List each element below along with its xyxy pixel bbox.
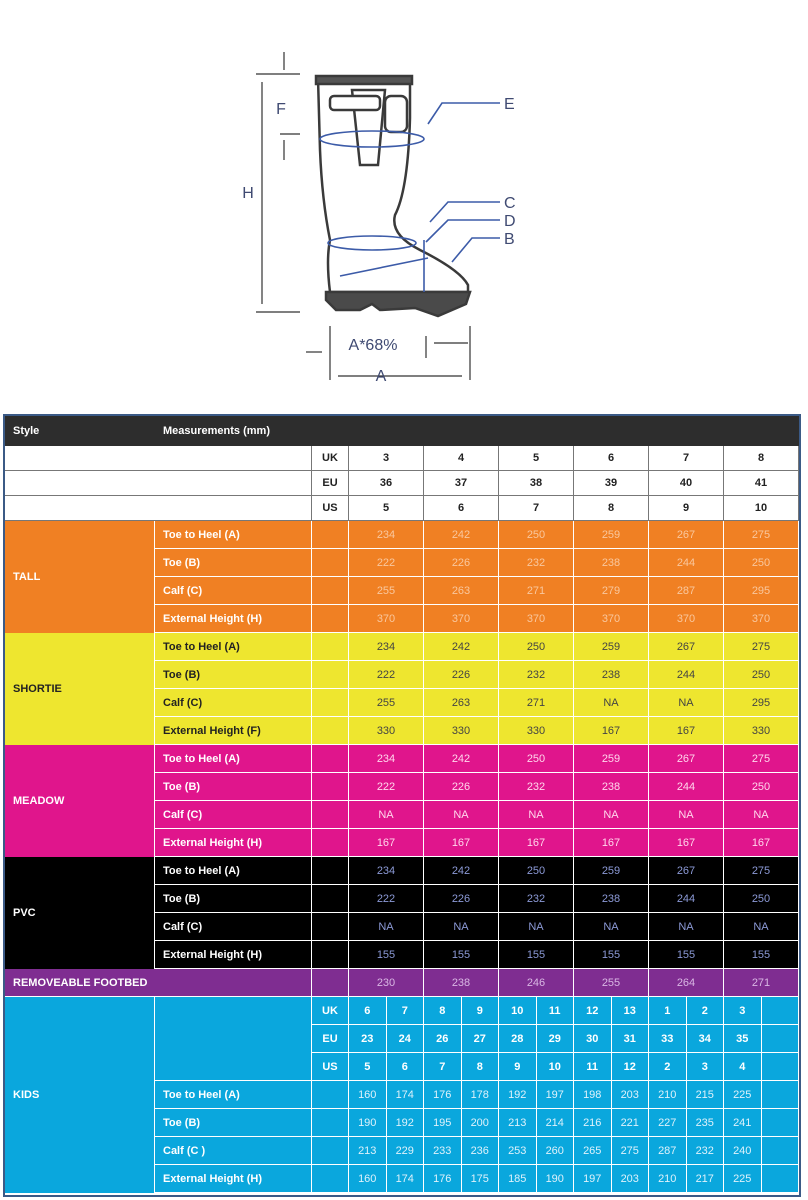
measurement-value: 167 xyxy=(574,829,649,857)
measurement-value: 259 xyxy=(574,745,649,773)
kids-measurement-value: 260 xyxy=(537,1137,575,1165)
kids-meas-blank xyxy=(155,1053,312,1081)
measurement-value: 222 xyxy=(349,549,424,577)
measurement-label: Toe (B) xyxy=(155,661,312,689)
size-value: 41 xyxy=(724,471,799,496)
unit-spacer xyxy=(312,885,349,913)
measurement-value: 250 xyxy=(499,857,574,885)
unit-spacer xyxy=(312,577,349,605)
unit-spacer xyxy=(312,857,349,885)
kids-size-value: 5 xyxy=(349,1053,387,1081)
measurement-value: 259 xyxy=(574,521,649,549)
kids-size-value: 29 xyxy=(537,1025,575,1053)
label-a: A xyxy=(375,368,387,385)
label-b: B xyxy=(504,231,515,248)
measurement-value: 222 xyxy=(349,661,424,689)
kids-measurement-value: 210 xyxy=(649,1165,687,1193)
footbed-value: 230 xyxy=(349,969,424,997)
size-value: 8 xyxy=(574,496,649,521)
footbed-value: 246 xyxy=(499,969,574,997)
measurement-value: 167 xyxy=(649,829,724,857)
unit-spacer xyxy=(312,913,349,941)
kids-measurement-value: 160 xyxy=(349,1165,387,1193)
measurement-value: NA xyxy=(574,913,649,941)
kids-measurement-value xyxy=(762,1081,799,1109)
kids-measurement-value: 232 xyxy=(687,1137,725,1165)
measurement-value: 242 xyxy=(424,745,499,773)
kids-measurement-value: 197 xyxy=(537,1081,575,1109)
kids-size-value: 26 xyxy=(424,1025,462,1053)
measurement-value: NA xyxy=(424,801,499,829)
group-label-pvc: PVC xyxy=(5,857,155,969)
footbed-row xyxy=(5,969,799,997)
measurement-value: 226 xyxy=(424,773,499,801)
size-row-blank xyxy=(5,471,155,496)
measurement-value: 370 xyxy=(574,605,649,633)
label-d: D xyxy=(504,213,516,230)
measurement-label: Calf (C) xyxy=(155,913,312,941)
measurement-value: 155 xyxy=(349,941,424,969)
size-row-eu xyxy=(5,471,799,496)
size-unit-label: EU xyxy=(312,471,349,496)
measurement-value: 275 xyxy=(724,745,799,773)
measurement-value: 234 xyxy=(349,521,424,549)
size-value: 4 xyxy=(424,446,499,471)
kids-measurement-value: 160 xyxy=(349,1081,387,1109)
measurement-value: 226 xyxy=(424,549,499,577)
size-value: 39 xyxy=(574,471,649,496)
kids-measurement-value: 216 xyxy=(574,1109,612,1137)
measurement-value: 234 xyxy=(349,745,424,773)
unit-spacer xyxy=(312,773,349,801)
kids-size-value: 28 xyxy=(499,1025,537,1053)
kids-measurement-value: 174 xyxy=(387,1165,425,1193)
measurement-value: 238 xyxy=(574,661,649,689)
measurement-value: 370 xyxy=(499,605,574,633)
measurement-value: 330 xyxy=(499,717,574,745)
unit-spacer xyxy=(312,969,349,997)
measurement-label: External Height (H) xyxy=(155,829,312,857)
kids-measurement-value: 192 xyxy=(387,1109,425,1137)
measurement-value: 330 xyxy=(724,717,799,745)
kids-measurement-value: 217 xyxy=(687,1165,725,1193)
measurement-value: 287 xyxy=(649,577,724,605)
label-c: C xyxy=(504,195,516,212)
kids-measurement-value: 203 xyxy=(612,1081,650,1109)
kids-size-value xyxy=(762,1025,799,1053)
size-value: 37 xyxy=(424,471,499,496)
measurement-value: NA xyxy=(499,801,574,829)
kids-size-value: 24 xyxy=(387,1025,425,1053)
measurement-label: Calf (C) xyxy=(155,577,312,605)
measurement-value: 370 xyxy=(424,605,499,633)
kids-measurement-value: 176 xyxy=(424,1165,462,1193)
measurement-value: 232 xyxy=(499,885,574,913)
kids-measurement-value: 203 xyxy=(612,1165,650,1193)
kids-size-value: 7 xyxy=(424,1053,462,1081)
kids-measurement-value: 174 xyxy=(387,1081,425,1109)
kids-size-value: 7 xyxy=(387,997,425,1025)
measurement-value: 330 xyxy=(424,717,499,745)
label-f: F xyxy=(276,101,286,118)
kids-measurement-value: 240 xyxy=(724,1137,762,1165)
kids-size-value: 9 xyxy=(499,1053,537,1081)
size-unit-label: UK xyxy=(312,446,349,471)
kids-size-value: 9 xyxy=(462,997,500,1025)
measurement-value: 279 xyxy=(574,577,649,605)
kids-measurement-value: 178 xyxy=(462,1081,500,1109)
measurement-value: 242 xyxy=(424,521,499,549)
kids-measurement-value: 229 xyxy=(387,1137,425,1165)
measurement-value: 167 xyxy=(349,829,424,857)
measurement-value: 167 xyxy=(649,717,724,745)
measurement-value: 370 xyxy=(649,605,724,633)
measurement-value: 232 xyxy=(499,549,574,577)
kids-size-value: 13 xyxy=(612,997,650,1025)
footbed-value: 271 xyxy=(724,969,799,997)
kids-size-value: 11 xyxy=(574,1053,612,1081)
measurement-value: 275 xyxy=(724,633,799,661)
size-value: 5 xyxy=(349,496,424,521)
kids-unit-label: UK xyxy=(312,997,349,1025)
measurement-value: 275 xyxy=(724,857,799,885)
kids-measurement-value: 253 xyxy=(499,1137,537,1165)
size-row-blank xyxy=(5,496,155,521)
measurement-value: 295 xyxy=(724,689,799,717)
kids-measurement-label: Toe (B) xyxy=(155,1109,312,1137)
kids-measurement-value: 287 xyxy=(649,1137,687,1165)
header-style: Style xyxy=(13,425,40,437)
footbed-value: 255 xyxy=(574,969,649,997)
kids-measurement-value: 213 xyxy=(349,1137,387,1165)
measurement-value: NA xyxy=(649,913,724,941)
size-value: 6 xyxy=(574,446,649,471)
size-value: 38 xyxy=(499,471,574,496)
boot-outline xyxy=(316,76,470,316)
footbed-label: REMOVEABLE FOOTBED xyxy=(5,969,312,997)
kids-size-value: 11 xyxy=(537,997,575,1025)
kids-size-value: 1 xyxy=(649,997,687,1025)
group-label-kids: KIDS xyxy=(5,997,155,1193)
unit-spacer xyxy=(312,801,349,829)
size-row-blank xyxy=(155,471,312,496)
measurement-value: 295 xyxy=(724,577,799,605)
kids-measurement-value: 265 xyxy=(574,1137,612,1165)
unit-spacer xyxy=(312,1081,349,1109)
measurement-value: 238 xyxy=(574,773,649,801)
footbed-value: 238 xyxy=(424,969,499,997)
measurement-value: 271 xyxy=(499,689,574,717)
kids-measurement-label: Toe to Heel (A) xyxy=(155,1081,312,1109)
kids-measurement-value: 195 xyxy=(424,1109,462,1137)
size-value: 10 xyxy=(724,496,799,521)
unit-spacer xyxy=(312,1109,349,1137)
measurement-value: 155 xyxy=(499,941,574,969)
measurement-value: 155 xyxy=(649,941,724,969)
size-value: 7 xyxy=(499,496,574,521)
kids-meas-blank xyxy=(155,1025,312,1053)
measurement-value: 155 xyxy=(724,941,799,969)
kids-size-value: 31 xyxy=(612,1025,650,1053)
measurement-value: 263 xyxy=(424,689,499,717)
measurement-value: 167 xyxy=(574,717,649,745)
measurement-label: Toe (B) xyxy=(155,773,312,801)
kids-measurement-value xyxy=(762,1137,799,1165)
kids-measurement-value: 198 xyxy=(574,1081,612,1109)
kids-measurement-value: 176 xyxy=(424,1081,462,1109)
measurement-label: Calf (C) xyxy=(155,689,312,717)
size-row-blank xyxy=(155,496,312,521)
size-value: 40 xyxy=(649,471,724,496)
measurement-value: 259 xyxy=(574,857,649,885)
measurement-label: Calf (C) xyxy=(155,801,312,829)
measurement-value: 242 xyxy=(424,857,499,885)
label-a68: A*68% xyxy=(348,337,398,354)
kids-measurement-label: Calf (C ) xyxy=(155,1137,312,1165)
group-label-meadow: MEADOW xyxy=(5,745,155,857)
kids-size-value xyxy=(762,997,799,1025)
kids-measurement-value xyxy=(762,1165,799,1193)
measurement-value: 242 xyxy=(424,633,499,661)
kids-size-value: 3 xyxy=(687,1053,725,1081)
measurement-value: 250 xyxy=(499,633,574,661)
kids-size-value: 4 xyxy=(724,1053,762,1081)
measurement-label: Toe to Heel (A) xyxy=(155,521,312,549)
measurement-value: 244 xyxy=(649,661,724,689)
kids-size-value: 34 xyxy=(687,1025,725,1053)
measurement-value: 167 xyxy=(724,829,799,857)
measurement-value: 244 xyxy=(649,549,724,577)
measurement-value: NA xyxy=(724,801,799,829)
measurement-value: 255 xyxy=(349,689,424,717)
measurement-label: Toe to Heel (A) xyxy=(155,857,312,885)
kids-size-value: 12 xyxy=(612,1053,650,1081)
kids-size-value: 2 xyxy=(687,997,725,1025)
measurement-value: NA xyxy=(349,913,424,941)
measurement-value: 370 xyxy=(349,605,424,633)
measurement-value: 250 xyxy=(724,885,799,913)
label-h: H xyxy=(242,185,254,202)
unit-spacer xyxy=(312,549,349,577)
kids-measurement-value: 215 xyxy=(687,1081,725,1109)
measurement-value: NA xyxy=(574,689,649,717)
measurement-label: Toe (B) xyxy=(155,549,312,577)
kids-measurement-value: 190 xyxy=(349,1109,387,1137)
group-label-shortie: SHORTIE xyxy=(5,633,155,745)
measurement-value: 267 xyxy=(649,857,724,885)
measurement-value: 267 xyxy=(649,633,724,661)
measurement-value: 167 xyxy=(499,829,574,857)
measurement-value: 250 xyxy=(499,521,574,549)
kids-size-value: 35 xyxy=(724,1025,762,1053)
unit-spacer xyxy=(312,689,349,717)
measurement-value: NA xyxy=(649,689,724,717)
measurement-value: 250 xyxy=(499,745,574,773)
kids-measurement-value: 233 xyxy=(424,1137,462,1165)
kids-size-value: 2 xyxy=(649,1053,687,1081)
kids-measurement-value: 235 xyxy=(687,1109,725,1137)
measurement-value: 370 xyxy=(724,605,799,633)
table-header-row xyxy=(5,416,799,446)
measurement-label: Toe to Heel (A) xyxy=(155,745,312,773)
kids-size-value: 10 xyxy=(499,997,537,1025)
unit-spacer xyxy=(312,633,349,661)
measurement-value: 267 xyxy=(649,521,724,549)
size-row-us xyxy=(5,496,799,521)
kids-size-value: 8 xyxy=(424,997,462,1025)
kids-measurement-value: 225 xyxy=(724,1081,762,1109)
kids-measurement-value: 192 xyxy=(499,1081,537,1109)
kids-measurement-value: 197 xyxy=(574,1165,612,1193)
measurement-value: NA xyxy=(724,913,799,941)
measurement-value: 250 xyxy=(724,773,799,801)
measurement-value: 234 xyxy=(349,633,424,661)
kids-measurement-value: 190 xyxy=(537,1165,575,1193)
kids-size-value: 8 xyxy=(462,1053,500,1081)
group-label-tall: TALL xyxy=(5,521,155,633)
unit-spacer xyxy=(312,941,349,969)
kids-measurement-value: 275 xyxy=(612,1137,650,1165)
kids-measurement-value: 213 xyxy=(499,1109,537,1137)
kids-measurement-value: 200 xyxy=(462,1109,500,1137)
kids-measurement-value: 210 xyxy=(649,1081,687,1109)
measurement-label: External Height (F) xyxy=(155,717,312,745)
measurement-value: 275 xyxy=(724,521,799,549)
kids-size-value: 6 xyxy=(387,1053,425,1081)
unit-spacer xyxy=(312,1137,349,1165)
measurement-value: 232 xyxy=(499,773,574,801)
size-value: 3 xyxy=(349,446,424,471)
measurement-value: 330 xyxy=(349,717,424,745)
measurement-value: 226 xyxy=(424,661,499,689)
measurement-label: External Height (H) xyxy=(155,941,312,969)
kids-size-value xyxy=(762,1053,799,1081)
size-unit-label: US xyxy=(312,496,349,521)
kids-measurement-value: 236 xyxy=(462,1137,500,1165)
kids-size-value: 33 xyxy=(649,1025,687,1053)
size-value: 6 xyxy=(424,496,499,521)
kids-size-value: 10 xyxy=(537,1053,575,1081)
kids-measurement-value xyxy=(762,1109,799,1137)
kids-size-value: 27 xyxy=(462,1025,500,1053)
kids-measurement-value: 241 xyxy=(724,1109,762,1137)
unit-spacer xyxy=(312,717,349,745)
kids-measurement-value: 227 xyxy=(649,1109,687,1137)
measurement-value: 271 xyxy=(499,577,574,605)
size-value: 9 xyxy=(649,496,724,521)
measurement-value: 238 xyxy=(574,549,649,577)
measurement-value: 244 xyxy=(649,885,724,913)
size-row-blank xyxy=(155,446,312,471)
footbed-value: 264 xyxy=(649,969,724,997)
measurement-value: 226 xyxy=(424,885,499,913)
size-value: 8 xyxy=(724,446,799,471)
unit-spacer xyxy=(312,661,349,689)
kids-measurement-value: 221 xyxy=(612,1109,650,1137)
measurement-value: NA xyxy=(499,913,574,941)
kids-meas-blank xyxy=(155,997,312,1025)
measurement-value: NA xyxy=(424,913,499,941)
unit-spacer xyxy=(312,605,349,633)
kids-size-value: 6 xyxy=(349,997,387,1025)
size-chart xyxy=(3,414,801,1197)
measurement-value: 222 xyxy=(349,773,424,801)
measurement-value: NA xyxy=(649,801,724,829)
header-measurements: Measurements (mm) xyxy=(163,425,270,437)
size-value: 7 xyxy=(649,446,724,471)
kids-measurement-value: 185 xyxy=(499,1165,537,1193)
size-row-uk xyxy=(5,446,799,471)
measurement-label: Toe to Heel (A) xyxy=(155,633,312,661)
measurement-value: 267 xyxy=(649,745,724,773)
size-row-blank xyxy=(5,446,155,471)
measurement-value: 155 xyxy=(574,941,649,969)
measurement-value: 155 xyxy=(424,941,499,969)
measurement-value: 238 xyxy=(574,885,649,913)
measurement-value: 263 xyxy=(424,577,499,605)
measurement-value: 234 xyxy=(349,857,424,885)
measurement-value: NA xyxy=(349,801,424,829)
kids-size-value: 30 xyxy=(574,1025,612,1053)
boot-measurement-diagram xyxy=(0,0,808,410)
unit-spacer xyxy=(312,1165,349,1193)
size-value: 36 xyxy=(349,471,424,496)
kids-unit-label: EU xyxy=(312,1025,349,1053)
measurement-label: Toe (B) xyxy=(155,885,312,913)
measurement-value: 259 xyxy=(574,633,649,661)
kids-size-value: 3 xyxy=(724,997,762,1025)
kids-size-value: 23 xyxy=(349,1025,387,1053)
kids-measurement-label: External Height (H) xyxy=(155,1165,312,1193)
kids-size-value: 12 xyxy=(574,997,612,1025)
kids-measurement-value: 225 xyxy=(724,1165,762,1193)
label-e: E xyxy=(504,96,515,113)
measurement-value: 232 xyxy=(499,661,574,689)
unit-spacer xyxy=(312,829,349,857)
kids-measurement-value: 175 xyxy=(462,1165,500,1193)
measurement-value: NA xyxy=(574,801,649,829)
kids-measurement-value: 214 xyxy=(537,1109,575,1137)
measurement-value: 167 xyxy=(424,829,499,857)
measurement-label: External Height (H) xyxy=(155,605,312,633)
size-value: 5 xyxy=(499,446,574,471)
measurement-value: 222 xyxy=(349,885,424,913)
measurement-value: 250 xyxy=(724,549,799,577)
measurement-value: 250 xyxy=(724,661,799,689)
kids-unit-label: US xyxy=(312,1053,349,1081)
measurement-value: 255 xyxy=(349,577,424,605)
unit-spacer xyxy=(312,521,349,549)
measurement-value: 244 xyxy=(649,773,724,801)
unit-spacer xyxy=(312,745,349,773)
